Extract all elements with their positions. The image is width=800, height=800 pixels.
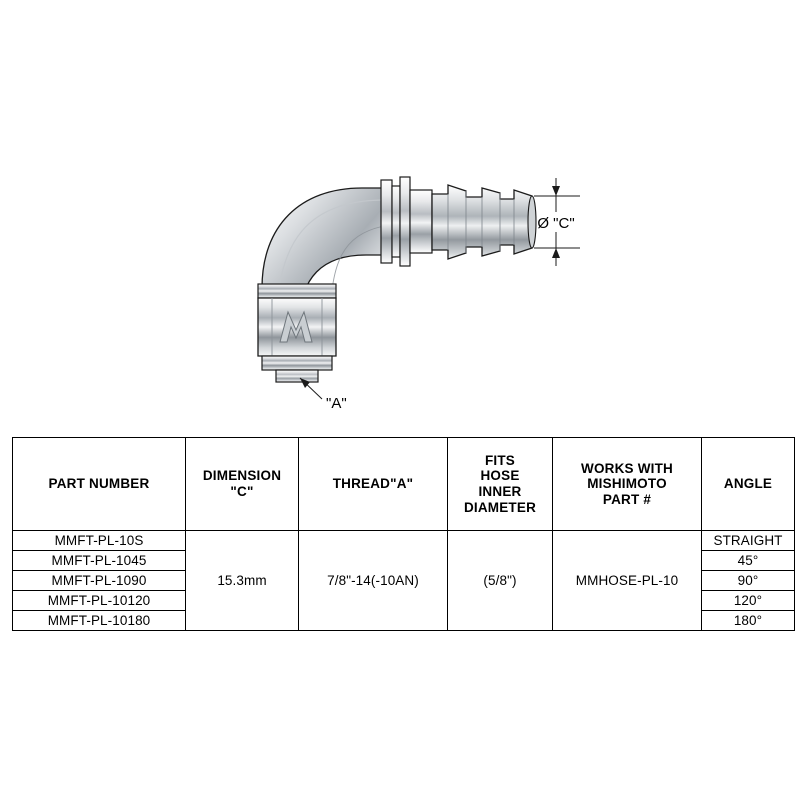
specification-table: [12, 437, 795, 631]
table-body: [13, 531, 795, 631]
flange-plate-3: [400, 177, 410, 266]
thread-a-annotation: [300, 378, 347, 412]
header-dimension-c-line-1: DIMENSION: [202, 468, 282, 484]
flange-plate-2: [392, 186, 400, 257]
cell-angle: STRAIGHT: [702, 531, 795, 551]
header-dimension-c-line-2: "C": [230, 484, 254, 499]
header-fits-hose-inner-diameter: [448, 438, 553, 531]
table-header-row: [13, 438, 795, 531]
header-thread-a: [299, 438, 448, 531]
cell-part-number: MMFT-PL-10S: [13, 531, 186, 551]
thread-a-label: "A": [326, 395, 347, 412]
header-thread-a-line-1: THREAD"A": [332, 476, 414, 492]
collar-body: [410, 190, 432, 253]
thread-stub: [276, 370, 318, 382]
header-works-line-3: PART #: [602, 491, 652, 507]
header-part-number: [13, 438, 186, 531]
header-works-with-mishimoto-part: [553, 438, 702, 531]
header-works-line-2: MISHIMOTO: [587, 476, 667, 492]
cell-thread-a: 7/8"-14(-10AN): [299, 531, 448, 631]
specification-table-container: [12, 437, 788, 631]
cell-hose-inner-diameter: (5/8"): [448, 531, 553, 631]
cell-angle: 90°: [702, 571, 795, 591]
table-row: [13, 531, 795, 551]
nut-top-collar: [258, 284, 336, 298]
cell-part-number: MMFT-PL-1045: [13, 551, 186, 571]
table-header: [13, 438, 795, 531]
header-angle-line-1: ANGLE: [723, 476, 773, 492]
flange-plate-1: [381, 180, 392, 263]
cell-part-number: MMFT-PL-10120: [13, 591, 186, 611]
header-hose-line-2: HOSE: [480, 468, 520, 484]
cell-angle: 120°: [702, 591, 795, 611]
dimension-c-label: Ø "C": [537, 215, 575, 232]
fitting-body: [258, 177, 536, 382]
cell-angle: 180°: [702, 611, 795, 631]
nut-bottom-collar: [262, 356, 332, 370]
header-works-line-1: WORKS WITH: [581, 460, 673, 476]
header-hose-line-3: INNER: [478, 484, 522, 499]
cell-part-number: MMFT-PL-10180: [13, 611, 186, 631]
header-part-number-line-1: PART NUMBER: [48, 476, 150, 492]
dimension-c-annotation: [534, 178, 580, 266]
cell-angle: 45°: [702, 551, 795, 571]
header-dimension-c: [186, 438, 299, 531]
header-hose-line-1: FITS: [484, 452, 516, 468]
cell-part-number: MMFT-PL-1090: [13, 571, 186, 591]
cell-dimension-c: 15.3mm: [186, 531, 299, 631]
header-angle: [702, 438, 795, 531]
barb-opening: [528, 196, 536, 248]
header-hose-line-4: DIAMETER: [463, 499, 537, 515]
cell-works-with: MMHOSE-PL-10: [553, 531, 702, 631]
